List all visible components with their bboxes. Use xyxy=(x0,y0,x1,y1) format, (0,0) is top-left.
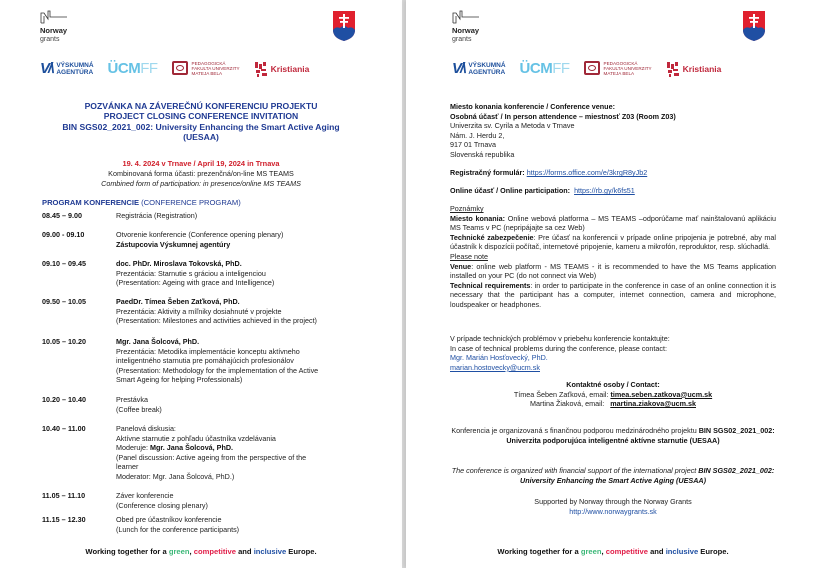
program-time: 10.40 – 11.00 xyxy=(42,424,86,433)
program-line xyxy=(116,453,386,463)
contact2-email[interactable]: martina.ziakova@ucm.sk xyxy=(610,399,696,409)
program-line-text: (Presentation: Ageing with grace and Intelligence) xyxy=(116,278,275,288)
program-line xyxy=(116,443,386,453)
norway-n-icon xyxy=(452,10,480,24)
program-line-text: (Conference closing plenary) xyxy=(116,500,208,510)
venue-in-person: Osobná účasť / In person attendence – miestnosť Z03 (Room Z03) xyxy=(450,111,676,121)
program-line-text: Obed pre účastníkov konferencie xyxy=(116,515,222,524)
venue-section xyxy=(450,102,776,160)
kristiania-mark-icon xyxy=(254,61,268,77)
program-line-text: Otvorenie konferencie (Conference opening plenary) xyxy=(116,230,284,239)
note-venue-label-sk: Miesto konania: xyxy=(450,213,506,223)
pf-line3: MATEJA BELA xyxy=(191,71,223,77)
program-line-text: PaedDr. Tímea Šeben Zaťková, PhD. xyxy=(116,297,240,306)
program-heading xyxy=(42,198,241,207)
pf-emblem-icon xyxy=(584,61,600,75)
program-description xyxy=(116,211,386,221)
program-time: 08.45 – 9.00 xyxy=(42,211,82,220)
kristiania-mark-icon xyxy=(666,61,680,77)
va-line2: AGENTÚRA xyxy=(468,68,506,76)
slovak-coat-of-arms-icon xyxy=(742,10,766,42)
program-line xyxy=(116,501,386,511)
supported-by-text: Supported by Norway through the Norway Grants xyxy=(534,497,692,506)
registration-row xyxy=(450,168,776,178)
va-line2: AGENTÚRA xyxy=(56,68,94,76)
vyskumna-agentura-logo xyxy=(40,60,94,77)
program-line-text: Aktívne starnutie z pohľadu účastníka vzdelávania xyxy=(116,433,276,443)
grants-text: grants xyxy=(40,36,60,43)
slogan-pre: Working together for a xyxy=(497,547,581,556)
program-line xyxy=(116,525,386,535)
pf-line3: MATEJA BELA xyxy=(603,71,635,77)
notes-section xyxy=(450,204,776,310)
program-line-text: Prezentácia: Metodika implementácie konceptu aktívneho xyxy=(116,346,300,356)
program-line-text: inteligentného starnutia pre pomáhajúcich profesionálov xyxy=(116,356,294,366)
norway-text: Norway xyxy=(40,26,68,35)
program-line-text: learner xyxy=(116,462,139,472)
tech-support-email[interactable]: marian.hostovecky@ucm.sk xyxy=(450,362,540,372)
program-line-bold: Mgr. Jana Šolcová, PhD. xyxy=(149,443,234,453)
ucm-ff-logo xyxy=(108,60,158,77)
title-acronym: (UESAA) xyxy=(183,131,219,142)
slogan-and: and xyxy=(647,547,666,556)
title-project: BIN SGS02_2021_002: University Enhancing the Smart Active Aging xyxy=(62,121,340,132)
grants-text: grants xyxy=(452,36,472,43)
program-line xyxy=(116,356,386,366)
online-label: Online účasť / Online participation: xyxy=(450,186,571,195)
slogan-competitive: competitive xyxy=(193,547,236,556)
participation-form-sk: Kombinovaná forma účasti: prezenčná/on-line MS TEAMS xyxy=(108,169,294,178)
program-line-text: Panelová diskusia: xyxy=(116,424,176,433)
norway-grants-logo xyxy=(452,10,502,43)
program-line xyxy=(116,515,386,525)
kristiania-logo xyxy=(666,61,722,77)
norway-text: Norway xyxy=(452,26,480,35)
program-line xyxy=(116,337,386,347)
program-line xyxy=(116,366,386,376)
program-line xyxy=(116,347,386,357)
program-time: 09.50 – 10.05 xyxy=(42,297,86,306)
registration-label: Registračný formulár: xyxy=(450,168,525,177)
ff-text: FF xyxy=(140,60,158,77)
note-tech-label-sk: Technické zabezpečenie xyxy=(450,232,534,242)
pf-line1: PEDAGOGICKÁ xyxy=(603,60,638,66)
invitation-title xyxy=(0,101,402,142)
program-time: 10.20 – 10.40 xyxy=(42,395,86,404)
slogan-comma: , xyxy=(601,547,606,556)
program-line-text: Prestávka xyxy=(116,395,148,404)
program-line xyxy=(116,307,386,317)
slogan-inclusive: inclusive xyxy=(665,547,699,556)
venue-line: Nám. J. Herdu 2, xyxy=(450,130,505,140)
program-line xyxy=(116,269,386,279)
title-en: PROJECT CLOSING CONFERENCE INVITATION xyxy=(103,111,299,122)
slovak-coat-of-arms-icon xyxy=(332,10,356,42)
program-description xyxy=(116,259,386,288)
program-line-text: doc. PhDr. Miroslava Tokovská, PhD. xyxy=(116,259,242,268)
program-time: 10.05 – 10.20 xyxy=(42,337,86,346)
program-line xyxy=(116,434,386,444)
program-line-text: Mgr. Jana Šolcová, PhD. xyxy=(116,337,200,346)
slogan-post: Europe. xyxy=(698,547,729,556)
ucm-text: ÜCM xyxy=(107,60,141,77)
kristiania-text: Kristiania xyxy=(682,63,722,74)
venue-line: 917 01 Trnava xyxy=(450,140,496,150)
program-line xyxy=(116,240,386,250)
program-line xyxy=(116,259,386,269)
venue-line: Univerzita sv. Cyrila a Metoda v Trnave xyxy=(450,121,575,131)
program-line-text: Moderator: Mgr. Jana Šolcová, PhD.) xyxy=(116,471,235,481)
slogan xyxy=(0,547,402,556)
program-line xyxy=(116,491,386,501)
norway-support xyxy=(450,497,776,516)
page-right xyxy=(406,0,820,568)
contact-section xyxy=(450,380,776,409)
program-line xyxy=(116,316,386,326)
note-tech-label-en: Technical requirements xyxy=(450,280,531,290)
kristiania-text: Kristiania xyxy=(270,63,310,74)
contact1-email[interactable]: timea.seben.zatkova@ucm.sk xyxy=(610,389,713,399)
program-line-text: Smart Ageing for helping Professionals) xyxy=(116,375,243,385)
program-heading-rest: (CONFERENCE PROGRAM) xyxy=(139,198,241,207)
program-description xyxy=(116,297,386,326)
va-mark-icon: V/\ xyxy=(452,60,465,77)
va-mark-icon: V/\ xyxy=(40,60,53,77)
slogan-post: Europe. xyxy=(286,547,317,556)
registration-link[interactable]: https://forms.office.com/e/3krgR8yJb2 xyxy=(526,168,648,177)
program-description xyxy=(116,424,386,482)
pf-line2: FAKULTA UNIVERZITY xyxy=(603,65,652,71)
program-line xyxy=(116,395,386,405)
ucm-text: ÜCM xyxy=(519,60,553,77)
ucm-ff-logo xyxy=(520,60,570,77)
contact2-name: Martina Žiaková, email: xyxy=(529,399,611,409)
note-venue-label-en: Venue xyxy=(450,261,472,271)
slogan-inclusive: inclusive xyxy=(253,547,287,556)
program-heading-bold: PROGRAM KONFERENCIE xyxy=(42,198,140,207)
participation-form-en: Combined form of participation: in presence/online MS TEAMS xyxy=(101,179,301,188)
support-sk-text: Konferencia je organizovaná s finančnou podporou medzinárodného projektu xyxy=(451,426,699,435)
program-time: 09.00 - 09.10 xyxy=(42,230,85,239)
program-line xyxy=(116,424,386,434)
program-line xyxy=(116,462,386,472)
program-line-text: (Presentation: Methodology for the implementation of the Active xyxy=(116,365,319,375)
online-row xyxy=(450,186,776,196)
tech-support-en: In case of technical problems during the conference, please contact: xyxy=(450,343,667,353)
norway-grants-logo xyxy=(40,10,90,43)
conference-date: 19. 4. 2024 v Trnave / April 19, 2024 in Trnava xyxy=(122,159,280,168)
program-line-text: Moderuje: xyxy=(116,443,150,453)
pf-line2: FAKULTA UNIVERZITY xyxy=(191,65,240,71)
kristiania-logo xyxy=(254,61,310,77)
support-sk xyxy=(450,426,776,445)
pf-line1: PEDAGOGICKÁ xyxy=(191,60,226,66)
slogan-green: green xyxy=(168,547,190,556)
program-line xyxy=(116,278,386,288)
norway-n-icon xyxy=(40,10,68,24)
partner-logos xyxy=(40,60,309,77)
program-line-text: (Lunch for the conference participants) xyxy=(116,524,240,534)
pedagogicka-fakulta-logo xyxy=(584,61,652,77)
page-left xyxy=(0,0,402,568)
notes-heading-sk: Poznámky xyxy=(450,204,484,213)
venue-line: Slovenská republika xyxy=(450,149,515,159)
program-line xyxy=(116,230,386,240)
program-line-text: Prezentácia: Aktivity a míľniky dosiahnuté v projekte xyxy=(116,306,282,316)
program-line xyxy=(116,297,386,307)
note-venue-text-en: : online web platform - MS TEAMS - it is recommended to have the MS Teams application installed on your PC (do not connect via Web) xyxy=(450,261,776,281)
tech-support-sk: V prípade technických problémov v priebehu konferencie kontaktujte: xyxy=(450,334,670,343)
program-line-text: Zástupcovia Výskumnej agentúry xyxy=(116,239,231,249)
program-line xyxy=(116,405,386,415)
va-line1: VÝSKUMNÁ xyxy=(56,61,94,69)
program-time: 11.05 – 11.10 xyxy=(42,491,86,500)
support-en xyxy=(450,466,776,485)
program-description xyxy=(116,491,386,510)
va-line1: VÝSKUMNÁ xyxy=(468,61,506,69)
support-en-text: The conference is organized with financial support of the international project xyxy=(451,466,699,475)
venue-heading: Miesto konania konferencie / Conference venue: xyxy=(450,102,615,111)
online-link[interactable]: https://rb.gy/k6fs51 xyxy=(574,186,635,195)
program-description xyxy=(116,515,386,534)
program-description xyxy=(116,395,386,414)
tech-support-name: Mgr. Marián Hosťovecký, PhD. xyxy=(450,353,548,363)
support-sk-project: BIN SGS02_2021_002: Univerzita podporujúca inteligentné aktívne starnutie (UESAA) xyxy=(506,426,775,445)
note-venue-text-sk: Online webová platforma – MS TEAMS –odporúčame mať nainštalovanú aplikáciu MS Teams v PC (nepripájajte sa cez Web) xyxy=(450,213,776,233)
slogan xyxy=(406,547,820,556)
slogan-and: and xyxy=(235,547,254,556)
ff-text: FF xyxy=(552,60,570,77)
program-description xyxy=(116,337,386,385)
vyskumna-agentura-logo xyxy=(452,60,506,77)
title-sk: POZVÁNKA NA ZÁVEREČNÚ KONFERENCIU PROJEKTU xyxy=(84,101,318,111)
pedagogicka-fakulta-logo xyxy=(172,61,240,77)
slogan-competitive: competitive xyxy=(605,547,648,556)
program-line xyxy=(116,375,386,385)
support-en-project: BIN SGS02_2021_002: University Enhancing the Smart Active Aging (UESAA) xyxy=(520,466,775,485)
program-time: 09.10 – 09.45 xyxy=(42,259,86,268)
slogan-pre: Working together for a xyxy=(85,547,169,556)
program-line xyxy=(116,211,386,221)
program-line-text: (Panel discussion: Active ageing from the perspective of the xyxy=(116,452,307,462)
note-tech-text-sk: : Pre účasť na konferencii v prípade online pripojenia je potrebné, aby mal účastník k dispozícii počítač, internetové pripojenie, kameru a mikrofón, reproduktor, resp. slúchadlá. xyxy=(450,232,776,252)
program-line-text: (Coffee break) xyxy=(116,404,162,414)
contact-heading: Kontaktné osoby / Contact: xyxy=(566,380,660,389)
tech-support-section xyxy=(450,334,776,372)
program-line-text: Záver konferencie xyxy=(116,491,174,500)
program-description xyxy=(116,230,386,249)
slogan-green: green xyxy=(580,547,602,556)
program-line-text: Registrácia (Registration) xyxy=(116,211,198,220)
program-line-text: (Presentation: Milestones and activities achieved in the project) xyxy=(116,316,317,326)
program-line xyxy=(116,472,386,482)
notes-heading-en: Please note xyxy=(450,251,488,261)
partner-logos xyxy=(452,60,721,77)
note-tech-text-en: : in order to participate in the conference in case of an online connection it is necessary that the participant has a computer, internet connection, camera and microphone, loudspeaker or headphones. xyxy=(450,280,776,309)
program-line-text: Prezentácia: Starnutie s gráciou a inteligenciou xyxy=(116,268,266,278)
contact1-name: Tímea Šeben Zaťková, email: xyxy=(513,389,611,399)
program-time: 11.15 – 12.30 xyxy=(42,515,86,524)
norway-grants-link[interactable]: http://www.norwaygrants.sk xyxy=(569,506,657,516)
slogan-comma: , xyxy=(189,547,194,556)
pf-emblem-icon xyxy=(172,61,188,75)
